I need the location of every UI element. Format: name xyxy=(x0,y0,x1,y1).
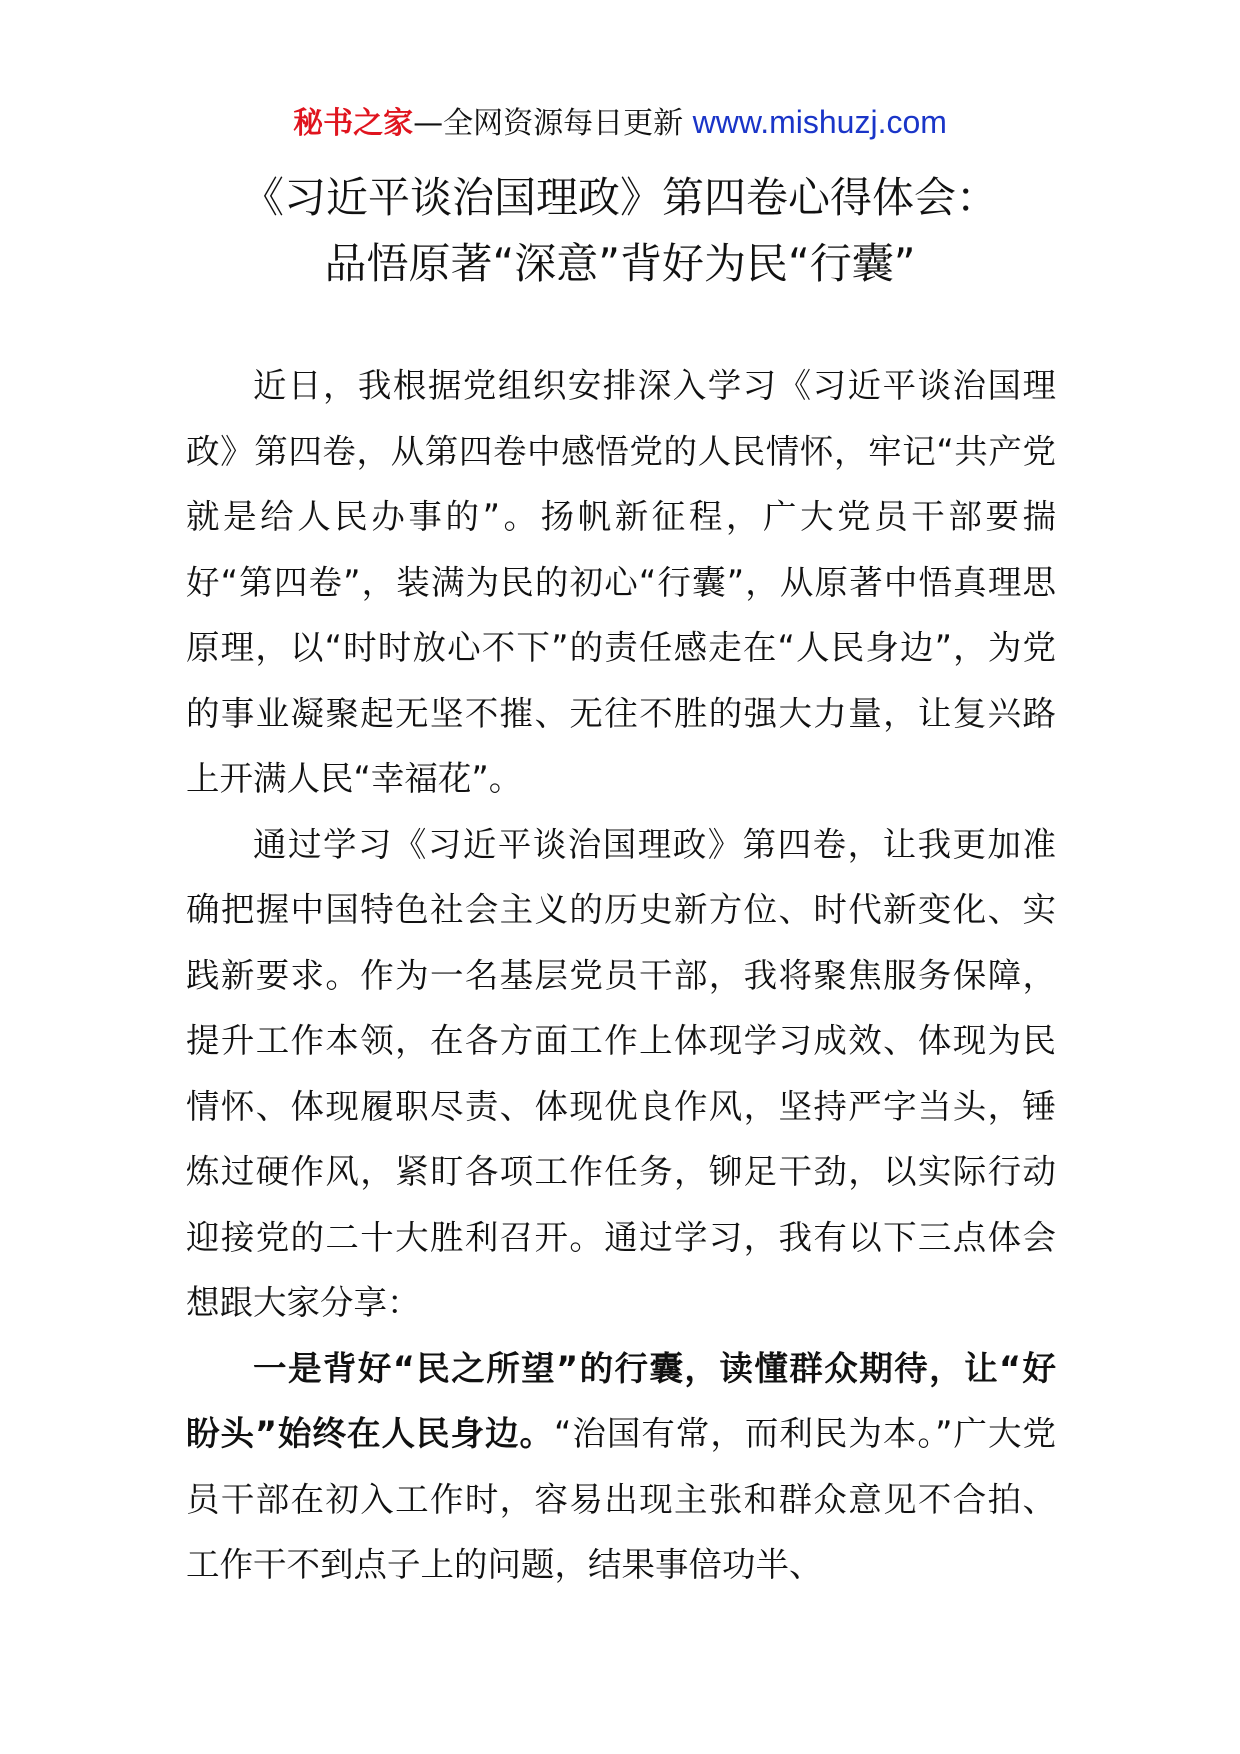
paragraph-1: 近日，我根据党组织安排深入学习《习近平谈治国理政》第四卷，从第四卷中感悟党的人民情怀，牢记“共产党就是给人民办事的”。扬帆新征程，广大党员干部要揣好“第四卷”，装满为民的初心“行囊”，从原著中悟真理思原理，以“时时放心不下”的责任感走在“人民身边”，为党的事业凝聚起无坚不摧、无往不胜的强大力量，让复兴路上开满人民“幸福花”。 xyxy=(186,366,1056,798)
site-header xyxy=(0,102,1240,144)
header-tagline: —全网资源每日更新 xyxy=(413,106,684,141)
paragraph-3-lead: 一是背好“民之所望”的行囊，读懂群众期待，让“好盼头”始终在人民身边。 xyxy=(186,1348,1056,1453)
title-line-1: 《习近平谈治国理政》第四卷心得体会： xyxy=(241,173,998,222)
document-body xyxy=(186,353,1056,1598)
document-title xyxy=(0,165,1240,297)
title-line-2: 品悟原著“深意”背好为民“行囊” xyxy=(324,239,916,288)
paragraph-3-text: “治国有常，而利民为本。”广大党员干部在初入工作时，容易出现主张和群众意见不合拍、工作干不到点子上的问题，结果事倍功半、 xyxy=(186,1414,1056,1584)
site-url-link[interactable]: www.mishuzj.com xyxy=(692,104,947,140)
paragraph-3 xyxy=(186,1336,1056,1598)
brand-name: 秘书之家 xyxy=(293,106,414,141)
paragraph-2: 通过学习《习近平谈治国理政》第四卷，让我更加准确把握中国特色社会主义的历史新方位、时代新变化、实践新要求。作为一名基层党员干部，我将聚焦服务保障，提升工作本领，在各方面工作上体现学习成效、体现为民情怀、体现履职尽责、体现优良作风，坚持严字当头，锤炼过硬作风，紧盯各项工作任务，铆足干劲，以实际行动迎接党的二十大胜利召开。通过学习，我有以下三点体会想跟大家分享： xyxy=(186,824,1056,1322)
